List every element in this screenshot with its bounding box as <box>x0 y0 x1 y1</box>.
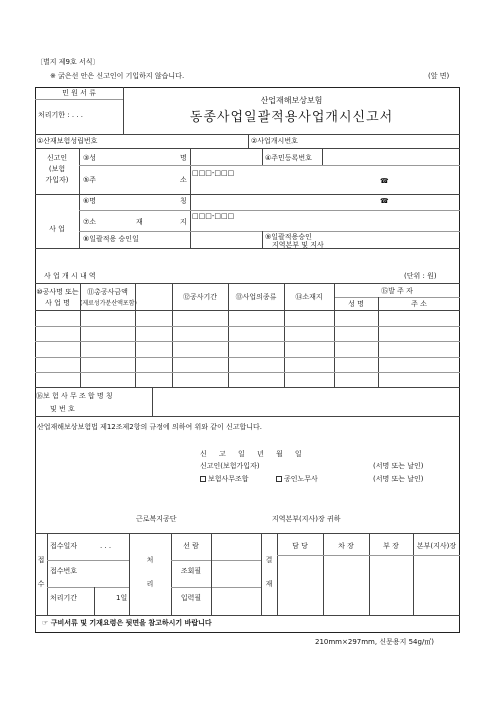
form-subtitle: 산업재해보상보험 <box>260 96 323 105</box>
field-location-a: ⑦소 <box>83 218 97 226</box>
declaration-text: 산업재해보상보험법 제12조제2항의 규정에 의하여 위와 같이 신고합니다. <box>37 423 263 431</box>
table-row <box>35 341 460 342</box>
phone-icon: ☎ <box>380 197 389 205</box>
receipt-label-b: 수 <box>37 580 45 588</box>
col-project-name-a: ⑩공사명 또는 <box>36 288 79 296</box>
reporter-label-1: 신고인 <box>46 154 68 162</box>
form-number: 〔별지 제9호 서식〕 <box>36 58 100 66</box>
period-label: 처리기간 <box>50 594 78 602</box>
field-start-number: ②사업개시번호 <box>251 137 298 145</box>
notice-text: ※ 굵은선 안은 신고인이 기입하지 않습니다. <box>50 72 185 80</box>
branch-addressee: 지역본부(지사)장 귀하 <box>272 515 341 523</box>
field-resident-number: ④주민등록번호 <box>265 154 312 162</box>
approval-deputy: 차 장 <box>338 542 354 550</box>
col-project-name-b: 사 업 명 <box>45 299 70 307</box>
process-label-b: 리 <box>146 580 154 588</box>
business-postcode: □□□-□□□ <box>192 212 235 220</box>
receipt-title: 민 원 서 류 <box>62 89 96 97</box>
receipt-date-label: 접수일자 <box>50 542 78 550</box>
field-name-a: ③성 <box>83 154 97 162</box>
details-title: 사 업 개 시 내 역 <box>44 272 96 280</box>
col-period: ⑫공사기간 <box>182 293 218 301</box>
checkbox-icon[interactable] <box>276 476 282 482</box>
field-insurance-number: ①산재보험성립번호 <box>37 137 98 145</box>
option-labor-attorney[interactable]: 공인노무사 <box>276 476 318 483</box>
approval-staff: 담 당 <box>292 542 308 550</box>
table-row <box>35 326 460 327</box>
process-review: 선 람 <box>183 542 199 550</box>
reporter-postcode: □□□-□□□ <box>192 169 235 177</box>
col-total-amount-b: (제료성가분산액포함) <box>80 300 137 307</box>
table-row <box>35 372 460 373</box>
col-client-address: 주 소 <box>411 300 427 308</box>
form-title: 동종사업일괄적용사업개시신고서 <box>189 110 394 125</box>
approval-label-b: 재 <box>265 580 273 588</box>
footer-note: ☞ 구비서류 및 기재요령은 뒷면을 참고하시기 바랍니다 <box>42 619 212 627</box>
period-value: 1일 <box>116 594 128 602</box>
deadline: 처리기한 : . . . <box>38 111 83 119</box>
field-business-name-b: 칭 <box>180 197 187 205</box>
form-frame <box>35 87 460 633</box>
table-row <box>35 357 460 358</box>
field-location-b: 재 <box>136 218 143 226</box>
field-address-a: ⑤주 <box>83 176 97 184</box>
agency-name: 근로복지공단 <box>136 515 177 523</box>
approval-manager: 부 장 <box>383 542 399 550</box>
field-address-b: 소 <box>180 176 187 184</box>
col-client-name: 성 명 <box>348 300 364 308</box>
process-input: 입력필 <box>180 594 202 602</box>
reporter-label-3: 가입자) <box>45 176 69 184</box>
col-location: ⑭소재지 <box>295 293 323 301</box>
col-total-amount-a: ⑪총공사금액 <box>87 288 128 296</box>
checkbox-icon[interactable] <box>200 476 206 482</box>
field-approval-branch-b: 지역본부 및 지사 <box>272 241 324 249</box>
page-side: (앞 면) <box>428 72 450 80</box>
association-label-a: ⑯보 험 사 무 조 합 명 칭 <box>36 392 113 400</box>
association-label-b: 및 번 호 <box>50 405 75 413</box>
approval-head: 본부(지사)장 <box>416 542 457 550</box>
approval-label-a: 결 <box>265 556 273 564</box>
field-location-c: 지 <box>180 218 187 226</box>
field-name-b: 명 <box>180 154 187 162</box>
sign-note-1: (서명 또는 날인) <box>373 462 424 470</box>
receipt-number-label: 접수번호 <box>50 567 78 575</box>
reporter-sign-label: 신고인(보험가입자) <box>200 462 260 470</box>
receipt-label-a: 접 <box>37 556 45 564</box>
details-unit: (단위 : 원) <box>404 272 437 280</box>
field-business-name-a: ⑥명 <box>83 197 97 205</box>
receipt-date-value: . . . <box>100 542 112 550</box>
paper-spec: 210mm×297mm, 신문용지 54g/㎡) <box>315 638 435 646</box>
field-approval-branch-a: ⑨일괄적용승인 <box>265 233 312 241</box>
phone-icon: ☎ <box>380 177 389 185</box>
reporter-label-2: (보험 <box>48 165 66 173</box>
option-association[interactable]: 보험사무조합 <box>200 476 249 483</box>
col-client: ⑮발 주 자 <box>381 287 413 295</box>
col-business-type: ⑬사업의종류 <box>235 293 277 301</box>
sign-note-2: (서명 또는 날인) <box>373 475 424 483</box>
process-inquiry: 조회필 <box>180 567 202 575</box>
process-label-a: 처 <box>146 556 154 564</box>
report-date: 신 고 일 년 월 일 <box>200 450 302 458</box>
field-approval-date: ⑧일괄적용 승인일 <box>83 235 139 243</box>
business-label: 사 업 <box>49 225 65 233</box>
